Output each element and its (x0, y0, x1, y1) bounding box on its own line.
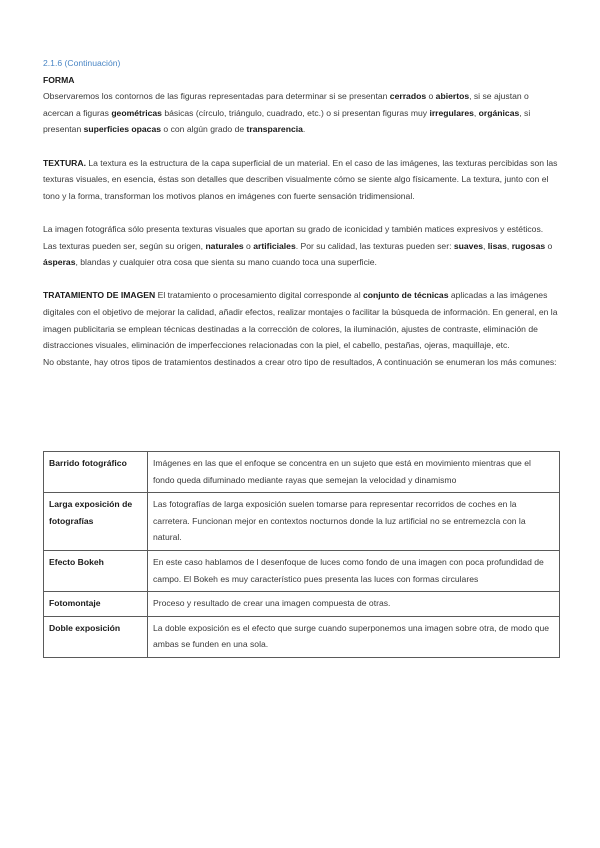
table-description: La doble exposición es el efecto que surge cuando superponemos una imagen sobre otra, de modo que ambas se funden en una sola. (148, 616, 560, 657)
table-term: Fotomontaje (44, 592, 148, 617)
spacer (43, 138, 559, 155)
tratamiento-paragraph: TRATAMIENTO DE IMAGEN El tratamiento o procesamiento digital corresponde al conjunto de técnicas aplicadas a las imágenes digitales con el objetivo de mejorar la calidad, añadir efectos, realizar montajes o facilitar la búsqueda de información. En general, en la imagen publicitaria se emplean técnicas destinadas a la corrección de colores, la iluminación, ajustes de contraste, eliminación de distracciones visuales, eliminación de imperfecciones relacionadas con la piel, el cabello, pestañas, ojeras, maquillaje, etc. (43, 290, 558, 351)
table-row (44, 550, 560, 591)
forma-paragraph: Observaremos los contornos de las figuras representadas para determinar si se presentan cerrados o abiertos, si se ajustan o acercan a figuras geométricas básicas (círculo, triángulo, cuadrado, etc.) o si presentan figuras muy irregulares, orgánicas, si presentan superficies opacas o con algún grado de transparencia. (43, 91, 531, 135)
table-term: Doble exposición (44, 616, 148, 657)
table-row (44, 493, 560, 551)
forma-heading: FORMA (43, 74, 75, 85)
document-body (43, 55, 559, 370)
textura-heading: TEXTURA. (43, 157, 86, 168)
table-description: Imágenes en las que el enfoque se concentra en un sujeto que está en movimiento mientras que el fondo queda difuminado mediante rayas que semejan la velocidad y dinamismo (148, 452, 560, 493)
tratamiento-paragraph-2: No obstante, hay otros tipos de tratamientos destinados a crear otro tipo de resultados, A continuación se enumeran los más comunes: (43, 356, 557, 367)
table-term: Larga exposición de fotografías (44, 493, 148, 551)
table-description: Proceso y resultado de crear una imagen compuesta de otras. (148, 592, 560, 617)
table-row (44, 452, 560, 493)
spacer (43, 271, 559, 288)
textura-paragraph-2: La imagen fotográfica sólo presenta texturas visuales que aportan su grado de iconicidad y también matices expresivos y estéticos. Las texturas pueden ser, según su origen, naturales o artificiales. Por su calidad, las texturas pueden ser: suaves, lisas, rugosas o ásperas, blandas y cualquier otra cosa que sienta su mano cuando toca una superficie. (43, 223, 553, 268)
techniques-table (43, 451, 560, 658)
textura-paragraph: TEXTURA. La textura es la estructura de la capa superficial de un material. En el caso de las imágenes, las texturas percibidas son las texturas visuales, en esencia, éstas son detalles que describen visualmente cómo se siente algo físicamente. La textura, junto con el tono y la forma, transforman los motivos planos en imágenes con fuerte sensación tridimensional. (43, 157, 558, 201)
table-term: Efecto Bokeh (44, 550, 148, 591)
table-row (44, 616, 560, 657)
spacer (43, 204, 559, 221)
section-subtitle: 2.1.6 (Continuación) (43, 58, 121, 68)
tratamiento-heading: TRATAMIENTO DE IMAGEN (43, 290, 156, 301)
table-description: En este caso hablamos de l desenfoque de luces como fondo de una imagen con poca profundidad de campo. El Bokeh es muy característico pues presenta las luces con formas circulares (148, 550, 560, 591)
table-row (44, 592, 560, 617)
table-description: Las fotografías de larga exposición suelen tomarse para representar recorridos de coches en la carretera. Funcionan mejor en contextos nocturnos donde la luz artificial no se entremezcla con la natural. (148, 493, 560, 551)
table-term: Barrido fotográfico (44, 452, 148, 493)
